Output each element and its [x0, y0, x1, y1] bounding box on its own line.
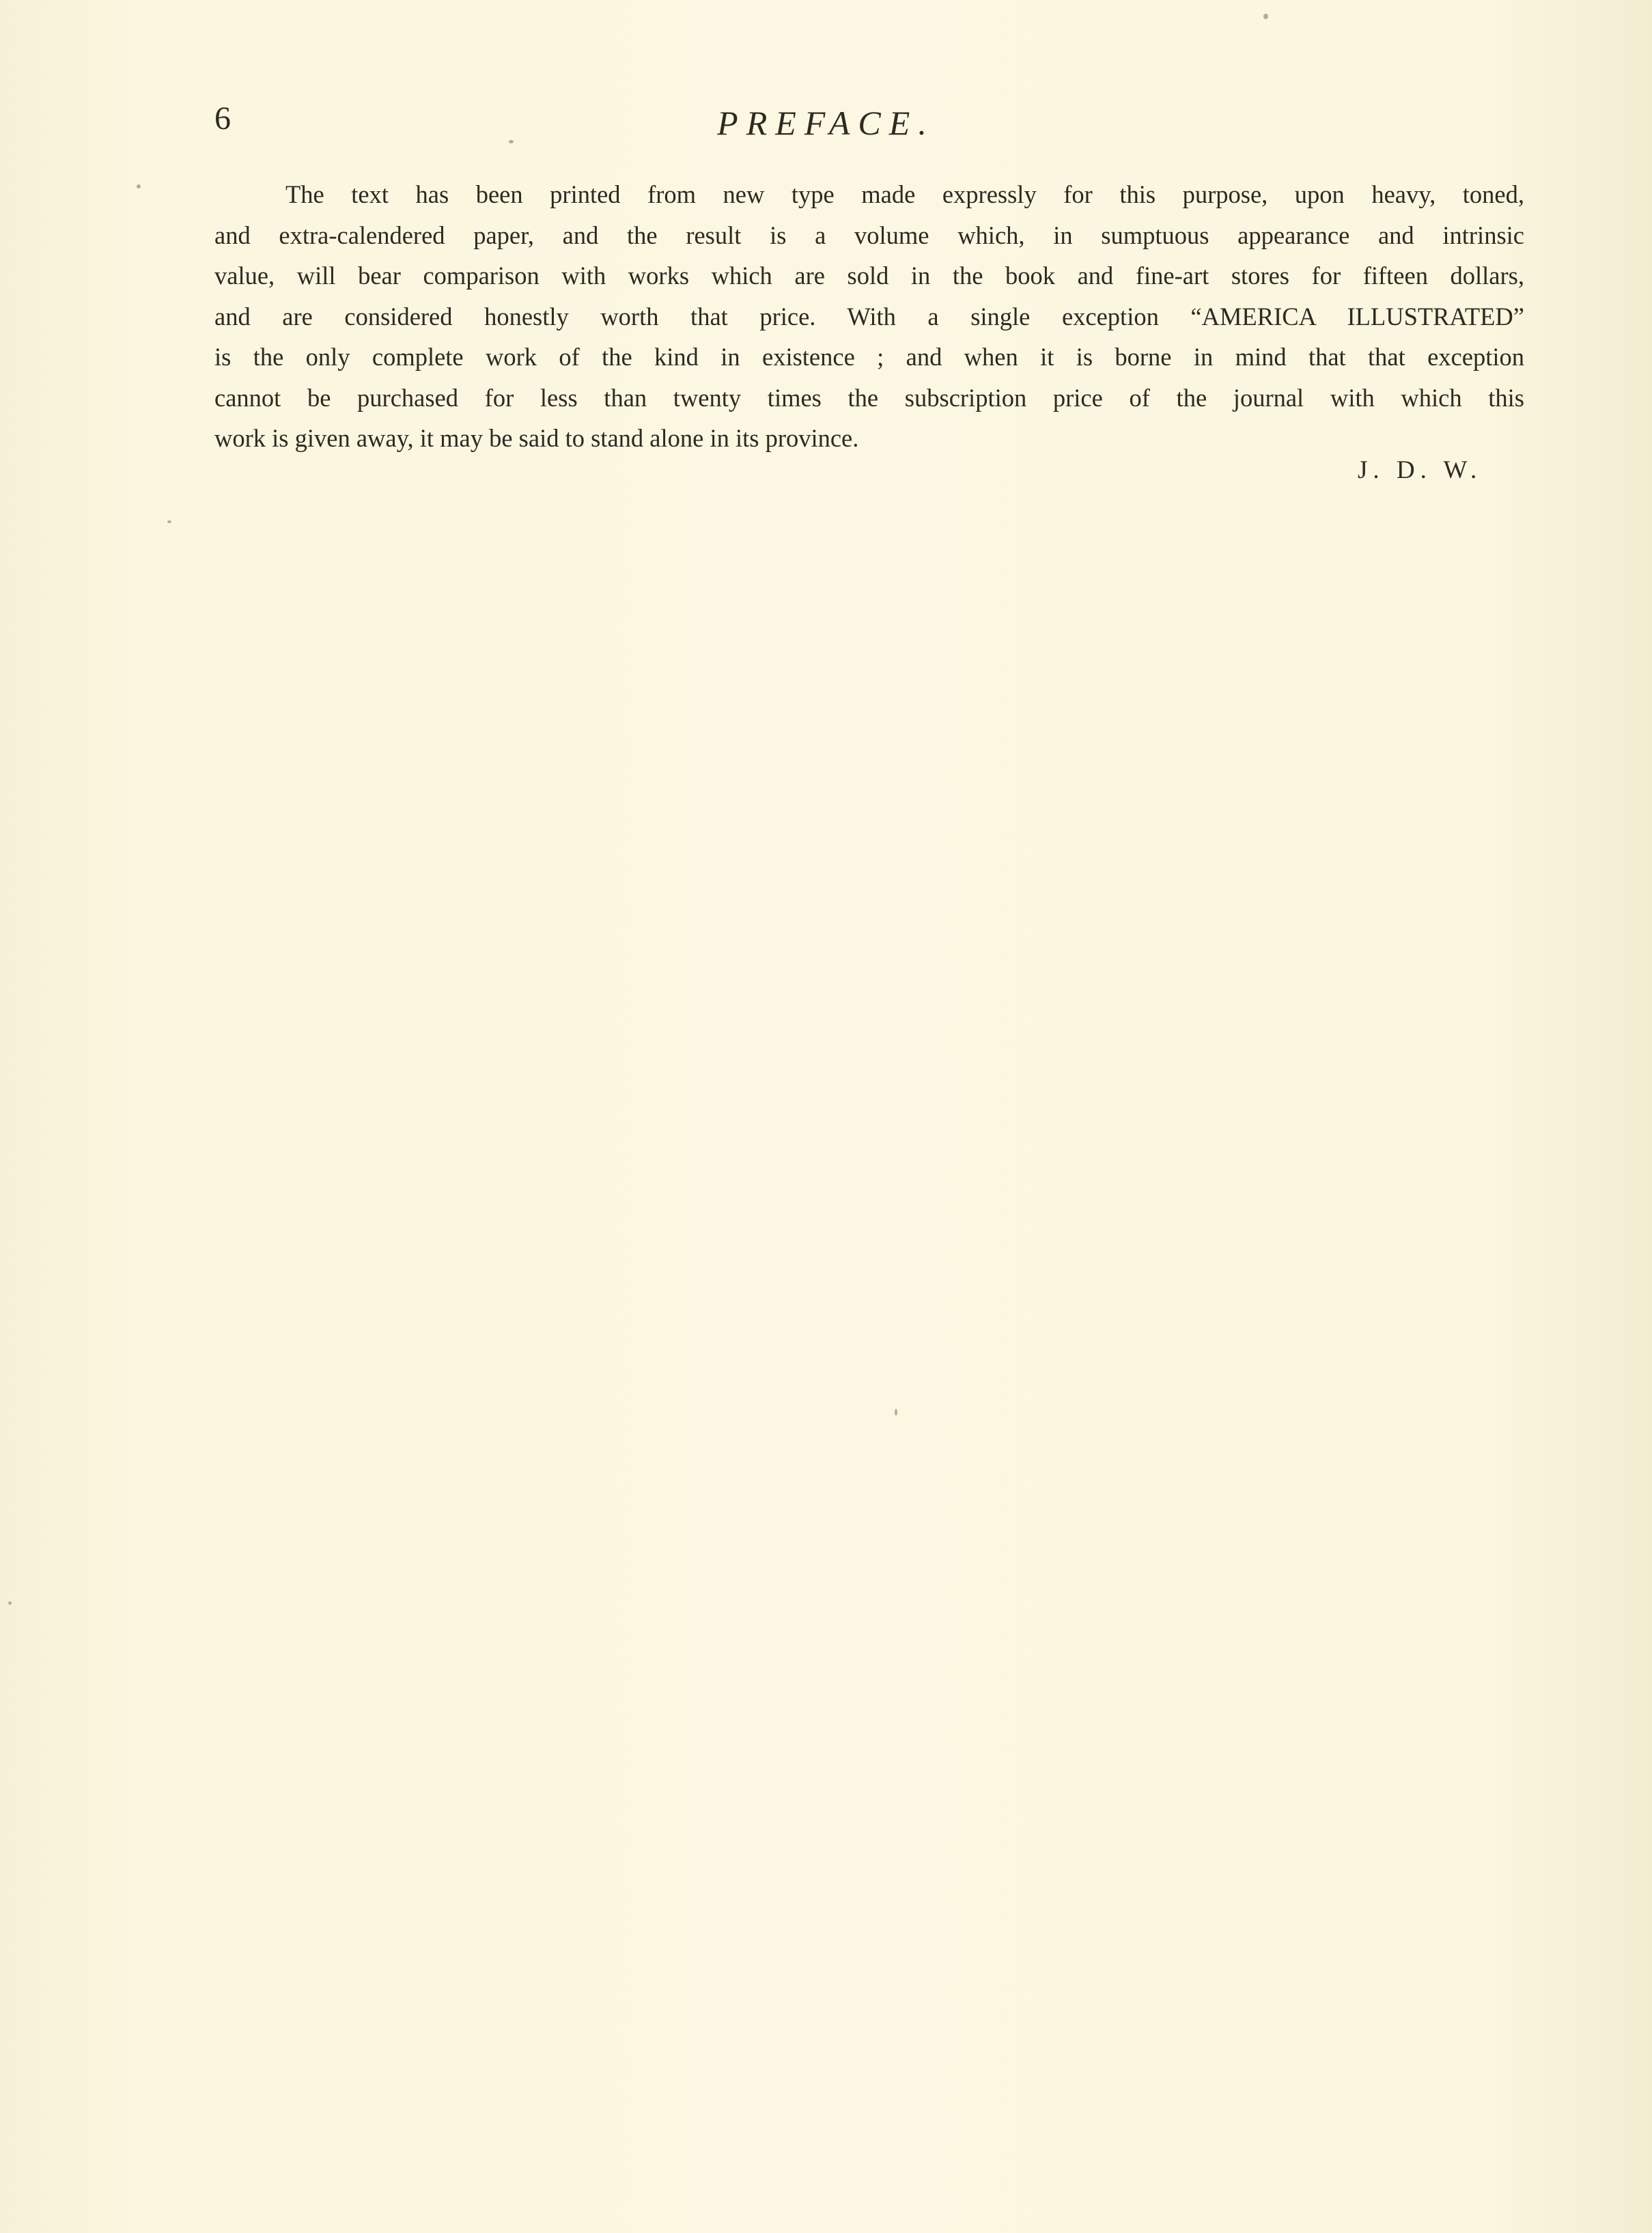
paragraph-line: is the only complete work of the kind in existence ; and when it is borne in mind that that exception — [214, 343, 1524, 371]
preface-paragraph — [214, 174, 1524, 459]
paragraph-line: work is given away, it may be said to stand alone in its province. — [214, 424, 859, 452]
paper-speck — [167, 520, 171, 523]
page-number: 6 — [214, 100, 231, 137]
paper-speck — [895, 1409, 897, 1416]
running-head: PREFACE. — [717, 104, 935, 142]
paragraph-line: and extra-calendered paper, and the result is a volume which, in sumptuous appearance and intrinsic — [214, 221, 1524, 249]
paper-speck — [137, 184, 141, 188]
paragraph-line: value, will bear comparison with works which are sold in the book and fine-art stores for fifteen dollars, — [214, 262, 1524, 290]
paper-speck — [509, 140, 514, 143]
paragraph-line: and are considered honestly worth that price. With a single exception “AMERICA ILLUSTRATED” — [214, 302, 1524, 331]
paper-speck — [1263, 14, 1268, 19]
paragraph-line: cannot be purchased for less than twenty times the subscription price of the journal with which this — [214, 383, 1524, 412]
paragraph-line: The text has been printed from new type made expressly for this purpose, upon heavy, toned, — [285, 180, 1524, 208]
author-initials: J. D. W. — [1358, 456, 1483, 484]
paper-speck — [8, 1601, 12, 1605]
